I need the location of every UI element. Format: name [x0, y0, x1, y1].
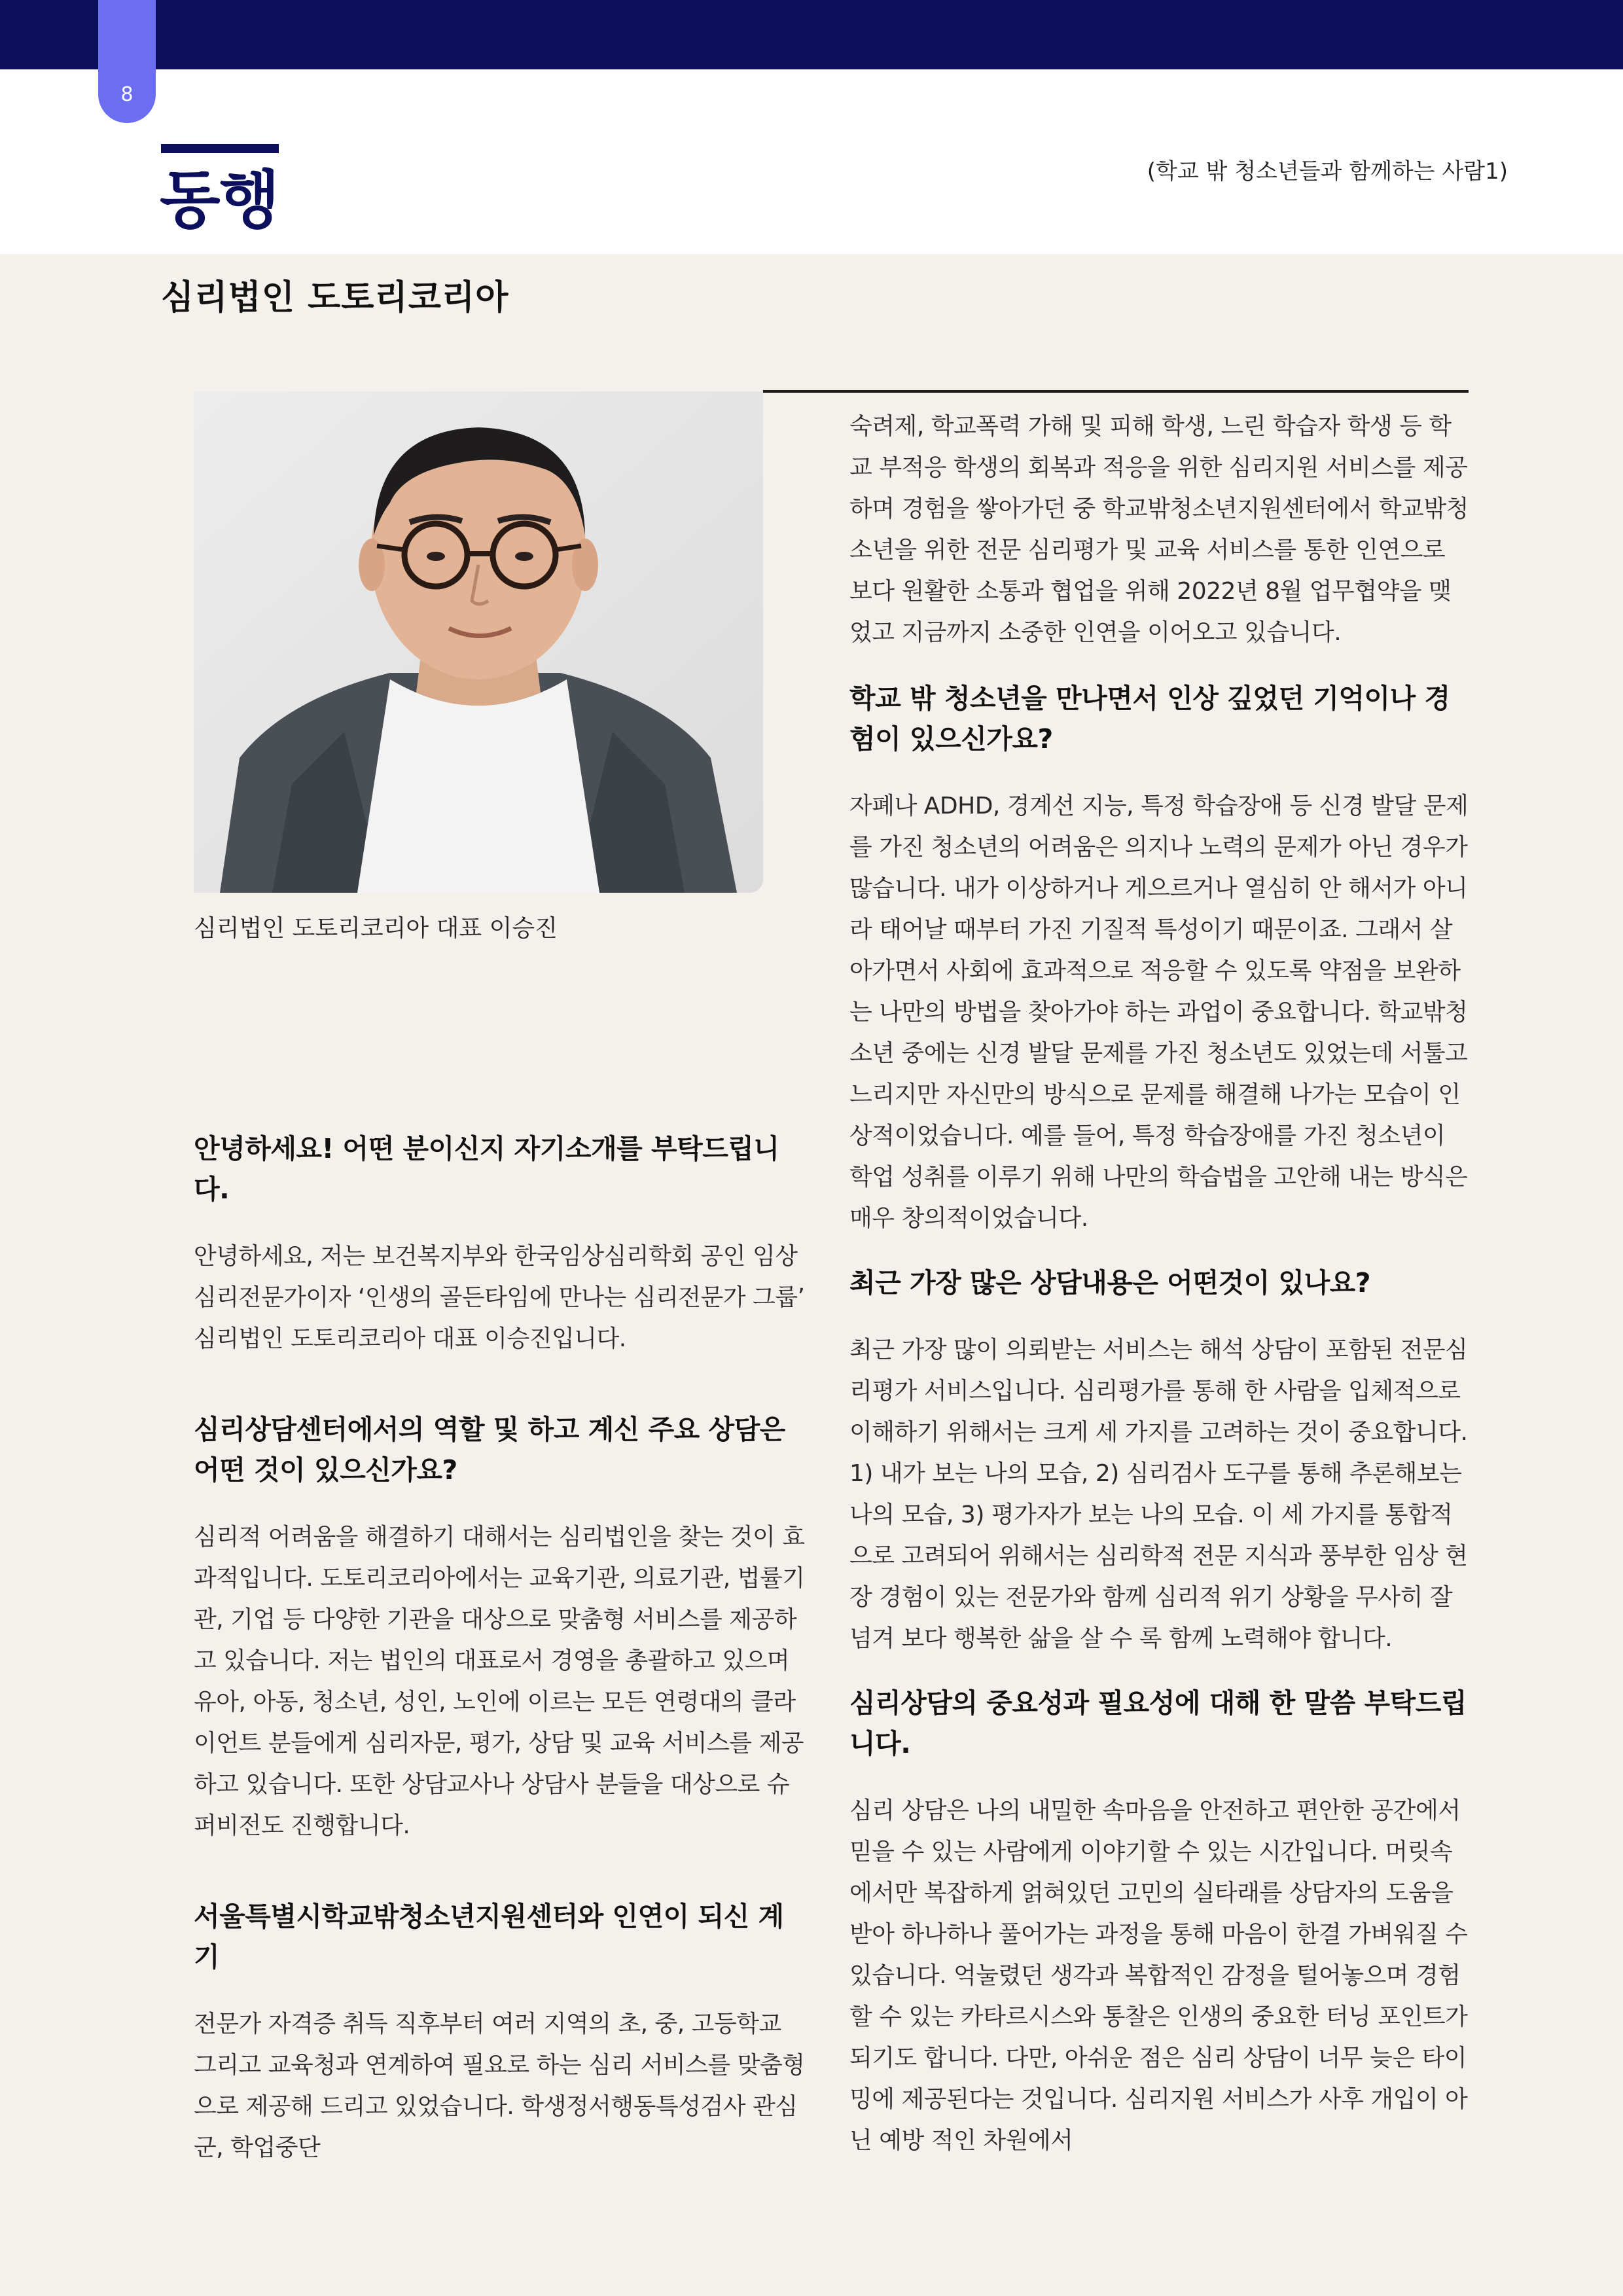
left-column — [194, 1128, 809, 2168]
portrait-photo — [194, 391, 763, 893]
question-heading: 최근 가장 많은 상담내용은 어떤것이 있나요? — [849, 1267, 1371, 1299]
portrait-illustration — [194, 391, 763, 893]
question-heading: 서울특별시학교밖청소년지원센터와 인연이 되신 계기 — [194, 1901, 784, 1973]
answer-paragraph: 숙려제, 학교폭력 가해 및 피해 학생, 느린 학습자 학생 등 학교 부적응 학생의 회복과 적응을 위한 심리지원 서비스를 제공하며 경험을 쌓아가던 중 학교밖청소년지원센터에서 학교밖청소년을 위한 전문 심리평가 및 교육 서비스를 통한 인연으로 보다 원활한 소통과 협업을 위해 2022년 8월 업무협약을 맺었고 지금까지 소중한 인연을 이어오고 있습니다. — [849, 413, 1469, 646]
right-column — [849, 406, 1469, 2161]
page-number: 8 — [120, 83, 134, 106]
answer-paragraph: 심리 상담은 나의 내밀한 속마음을 안전하고 편안한 공간에서 믿을 수 있는 사람에게 이야기할 수 있는 시간입니다. 머릿속에서만 복잡하게 얽혀있던 고민의 실타래를 상담자의 도움을 받아 하나하나 풀어가는 과정을 통해 마음이 한결 가벼워질 수 있습니다. 억눌렸던 생각과 복합적인 감정을 털어놓으며 경험할 수 있는 카타르시스와 통찰은 인생의 중요한 터닝 포인트가 되기도 합니다. 다만, 아쉬운 점은 심리 상담이 너무 늦은 타이밍에 제공된다는 것입니다. 심리지원 서비스가 사후 개입이 아닌 예방 적인 차원에서 — [849, 1797, 1468, 2154]
answer-paragraph: 자폐나 ADHD, 경계선 지능, 특정 학습장애 등 신경 발달 문제를 가진 청소년의 어려움은 의지나 노력의 문제가 아닌 경우가 많습니다. 내가 이상하거나 게으르거나 열심히 안 해서가 아니라 태어날 때부터 가진 기질적 특성이기 때문이죠. 그래서 살아가면서 사회에 효과적으로 적응할 수 있도록 약점을 보완하는 나만의 방법을 찾아가야 하는 과업이 중요합니다. 학교밖청소년 중에는 신경 발달 문제를 가진 청소년도 있었는데 서툴고 느리지만 자신만의 방식으로 문제를 해결해 나가는 모습이 인상적이었습니다. 예를 들어, 특정 학습장애를 가진 청소년이 학업 성취를 이루기 위해 나만의 학습법을 고안해 내는 방식은 매우 창의적이었습니다. — [849, 793, 1469, 1232]
column-divider-rule — [763, 390, 1469, 393]
section-title: 동행 — [160, 164, 279, 237]
organization-name: 심리법인 도토리코리아 — [161, 278, 509, 317]
answer-paragraph: 전문가 자격증 취득 직후부터 여러 지역의 초, 중, 고등학교 그리고 교육청과 연계하여 필요로 하는 심리 서비스를 맞춤형으로 제공해 드리고 있었습니다. 학생정서행동특성검사 관심군, 학업중단 — [194, 2011, 805, 2161]
question-heading: 학교 밖 청소년을 만나면서 인상 깊었던 기억이나 경험이 있으신가요? — [849, 683, 1450, 755]
answer-paragraph: 안녕하세요, 저는 보건복지부와 한국임상심리학회 공인 임상심리전문가이자 ‘인생의 골든타임에 만나는 심리전문가 그룹’ 심리법인 도토리코리아 대표 이승진입니다. — [194, 1243, 805, 1352]
question-heading: 안녕하세요! 어떤 분이신지 자기소개를 부탁드립니다. — [194, 1133, 779, 1205]
question-heading: 심리상담센터에서의 역할 및 하고 계신 주요 상담은 어떤 것이 있으신가요? — [194, 1414, 785, 1486]
series-label: (학교 밖 청소년들과 함께하는 사람1) — [1147, 158, 1508, 185]
question-heading: 심리상담의 중요성과 필요성에 대해 한 말씀 부탁드립니다. — [849, 1687, 1467, 1759]
title-accent-bar — [161, 144, 279, 153]
top-banner — [0, 0, 1623, 69]
answer-paragraph: 심리적 어려움을 해결하기 대해서는 심리법인을 찾는 것이 효과적입니다. 도토리코리아에서는 교육기관, 의료기관, 법률기관, 기업 등 다양한 기관을 대상으로 맞춤형 서비스를 제공하고 있습니다. 저는 법인의 대표로서 경영을 총괄하고 있으며 유아, 아동, 청소년, 성인, 노인에 이르는 모든 연령대의 클라이언트 분들에게 심리자문, 평가, 상담 및 교육 서비스를 제공하고 있습니다. 또한 상담교사나 상담사 분들을 대상으로 슈퍼비전도 진행합니다. — [194, 1524, 805, 1839]
page-number-tab — [98, 0, 156, 123]
photo-caption: 심리법인 도토리코리아 대표 이승진 — [194, 915, 558, 942]
answer-paragraph: 최근 가장 많이 의뢰받는 서비스는 해석 상담이 포함된 전문심리평가 서비스입니다. 심리평가를 통해 한 사람을 입체적으로 이해하기 위해서는 크게 세 가지를 고려하는 것이 중요합니다. 1) 내가 보는 나의 모습, 2) 심리검사 도구를 통해 추론해보는 나의 모습, 3) 평가자가 보는 나의 모습. 이 세 가지를 통합적으로 고려되어 위해서는 심리학적 전문 지식과 풍부한 임상 현장 경험이 있는 전문가와 함께 심리적 위기 상황을 무사히 잘 넘겨 보다 행복한 삶을 살 수 록 함께 노력해야 합니다. — [849, 1336, 1468, 1652]
